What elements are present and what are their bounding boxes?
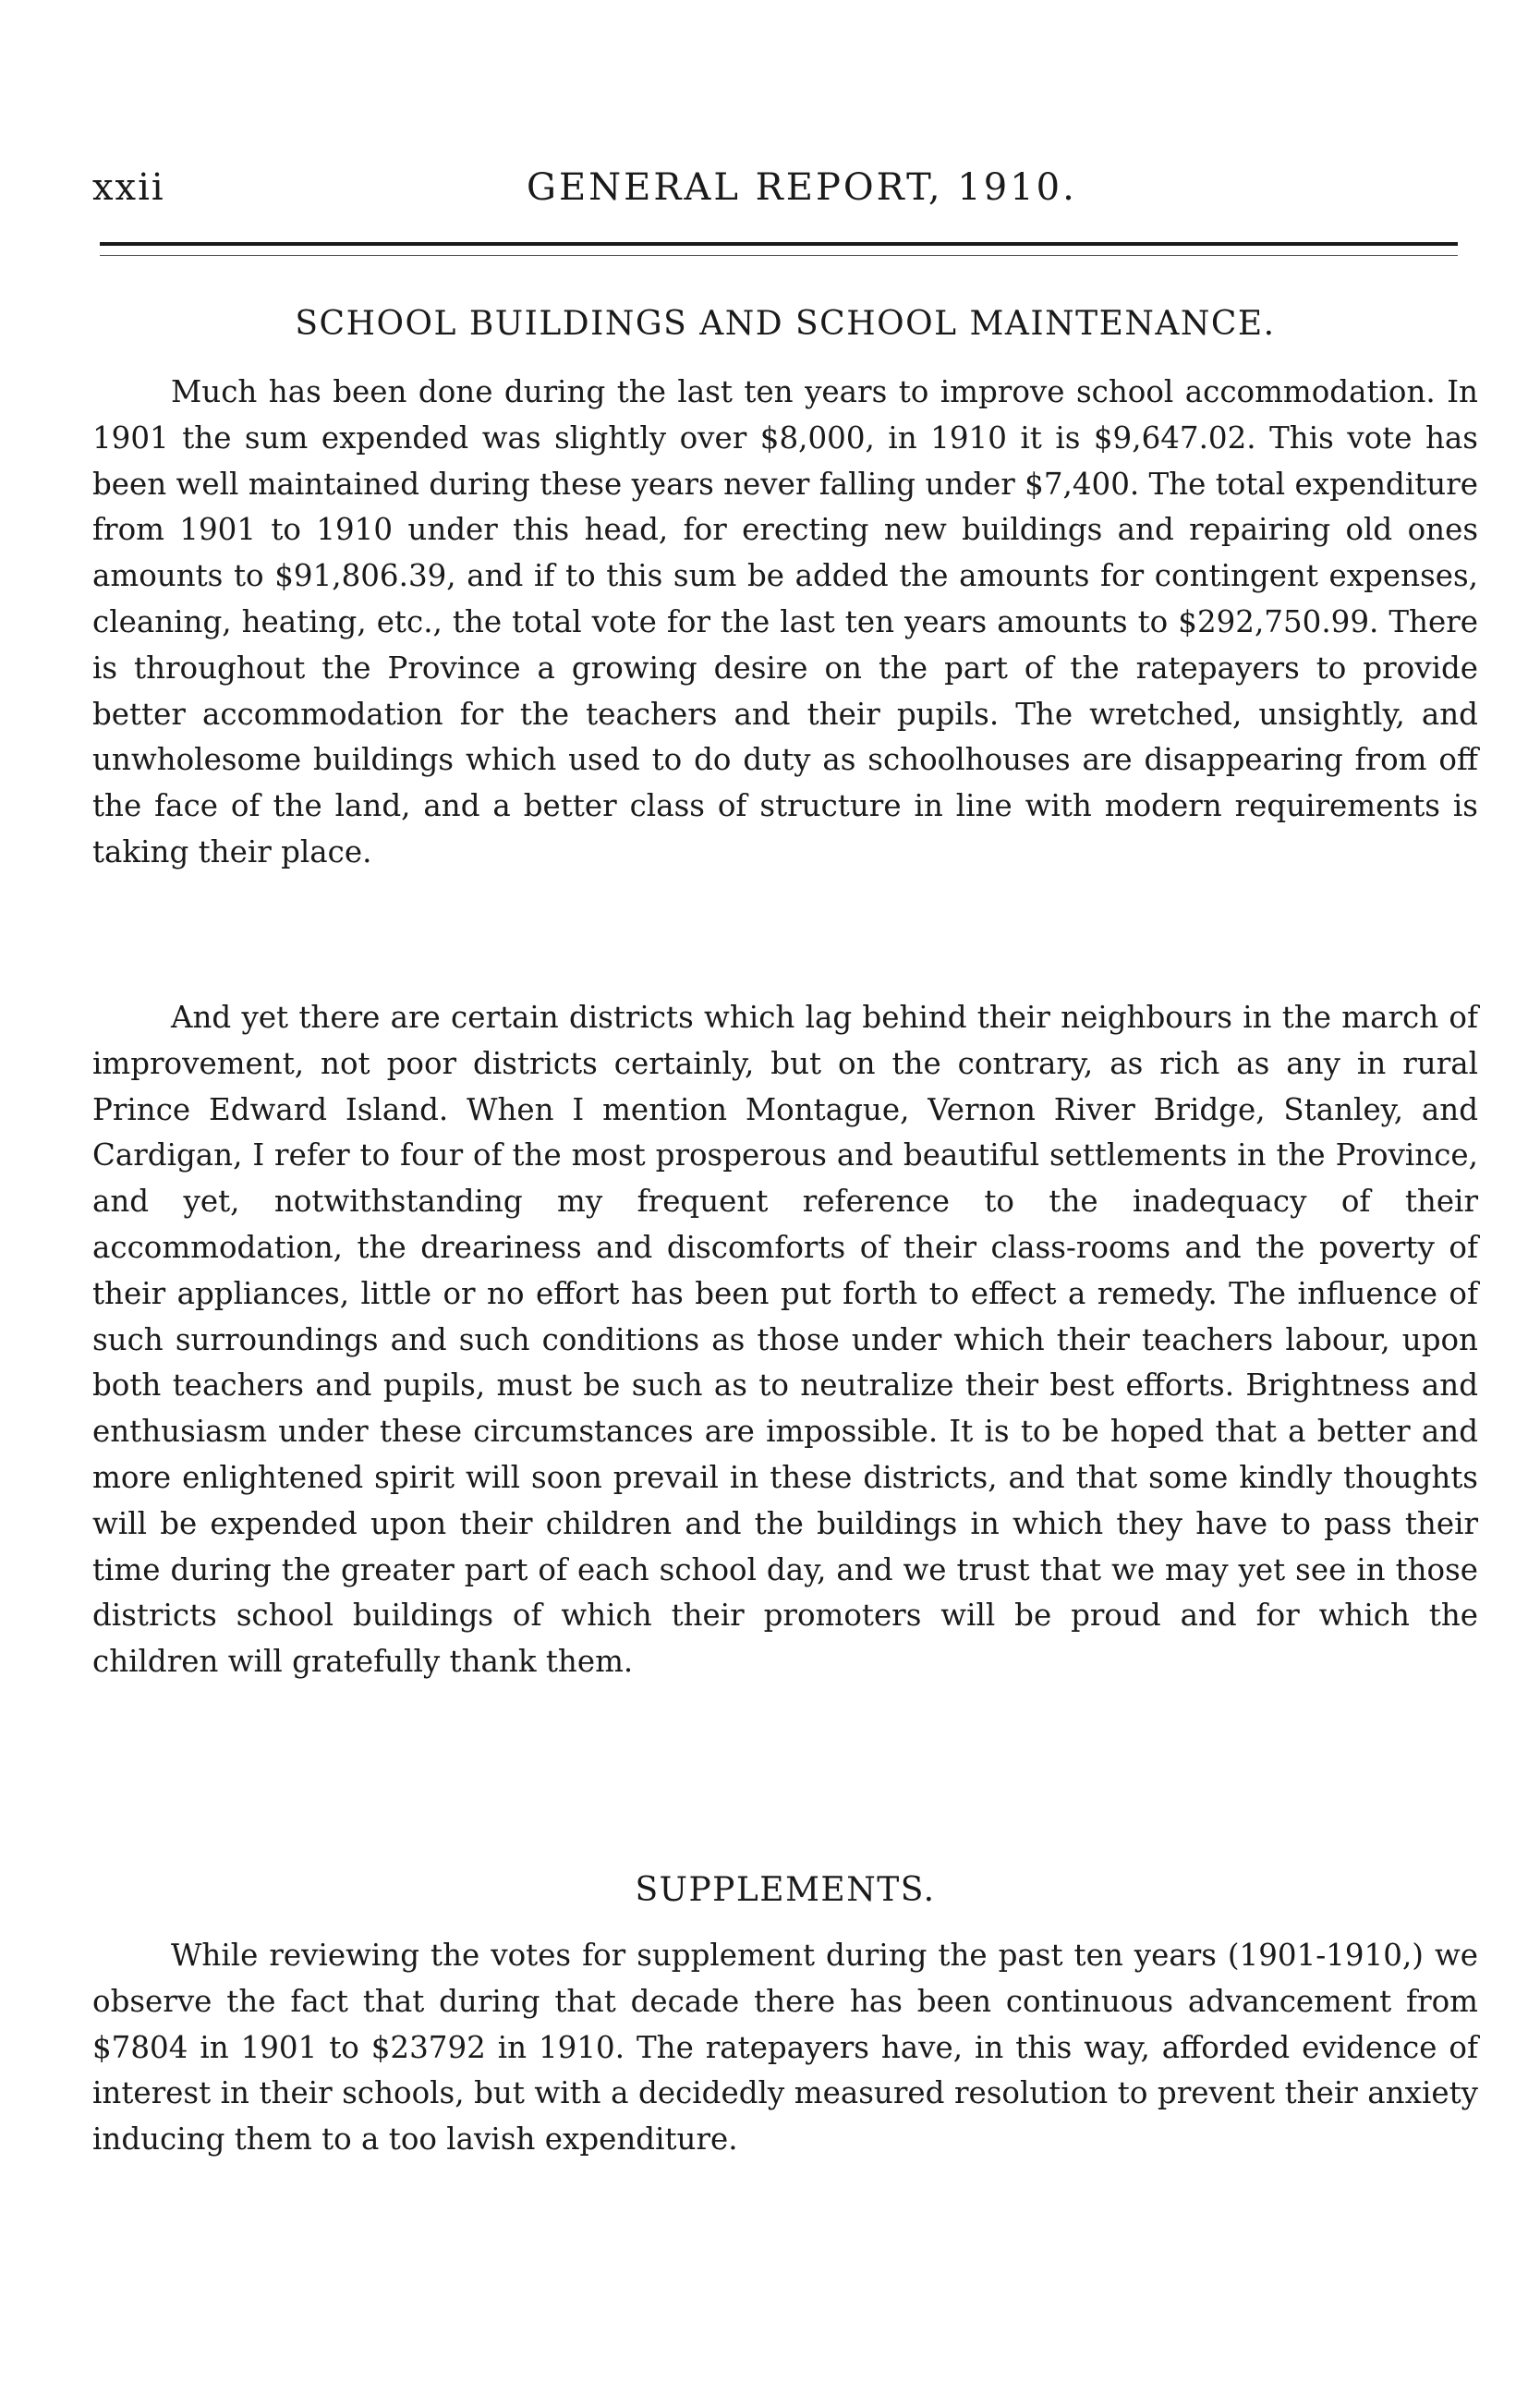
paragraph: Much has been done during the last ten years to improve school accommodation. In 1901 the sum expended was slightly over $8,000, in 1910 it is $9,647.02. This vote has been well maintained during these years never falling under $7,400. The total expenditure from 1901 to 1910 under this head, for erecting new buildings and repairing old ones amounts to $91,806.39, and if to this sum be added the amounts for contingent expenses, cleaning, heating, etc., the total vote for the last ten years amounts to $292,750.99. There is throughout the Province a growing desire on the part of the ratepayers to provide better accommodation for the teachers and their pupils. The wretched, unsightly, and unwholesome buildings which used to do duty as schoolhouses are disappearing from off the face of the land, and a better class of structure in line with modern requirements is taking their place. [92, 374, 1478, 869]
section-body-school-buildings-1 [92, 370, 1478, 876]
section-heading-school-buildings: SCHOOL BUILDINGS AND SCHOOL MAINTENANCE. [295, 305, 1276, 343]
document-page [92, 0, 1478, 2407]
section-heading-supplements: SUPPLEMENTS. [635, 1871, 936, 1909]
section-body-supplements [92, 1933, 1478, 2163]
paragraph: And yet there are certain districts which lag behind their neighbours in the march of improvement, not poor districts certainly, but on the contrary, as rich as any in rural Prince Edward Island. When I mention Montague, Vernon River Bridge, Stanley, and Cardigan, I refer to four of the most prosperous and beautiful settlements in the Province, and yet, notwithstanding my frequent reference to the inadequacy of their accommodation, the dreariness and discomforts of their class-rooms and the poverty of their appliances, little or no effort has been put forth to effect a remedy. The influence of such surroundings and such conditions as those under which their teachers labour, upon both teachers and pupils, must be such as to neutralize their best efforts. Brightness and enthusiasm under these circumstances are impossible. It is to be hoped that a better and more enlightened spirit will soon prevail in these districts, and that some kindly thoughts will be expended upon their children and the buildings in which they have to pass their time during the greater part of each school day, and we trust that we may yet see in those districts school buildings of which their promoters will be proud and for which the children will gratefully thank them. [92, 1000, 1478, 1680]
header-rule-thin [100, 255, 1458, 256]
running-title: GENERAL REPORT, 1910. [527, 166, 1077, 209]
page-number: xxii [92, 166, 165, 209]
paragraph: While reviewing the votes for supplement during the past ten years (1901-1910,) we observe the fact that during that decade there has been continuous advancement from $7804 in 1901 to $23792 in 1910. The ratepayers have, in this way, afforded evidence of interest in their schools, but with a decidedly measured resolution to prevent their anxiety inducing them to a too lavish expenditure. [92, 1938, 1478, 2158]
section-body-school-buildings-2 [92, 995, 1478, 1685]
page-header [92, 166, 1478, 231]
header-rule-thick [100, 242, 1458, 246]
